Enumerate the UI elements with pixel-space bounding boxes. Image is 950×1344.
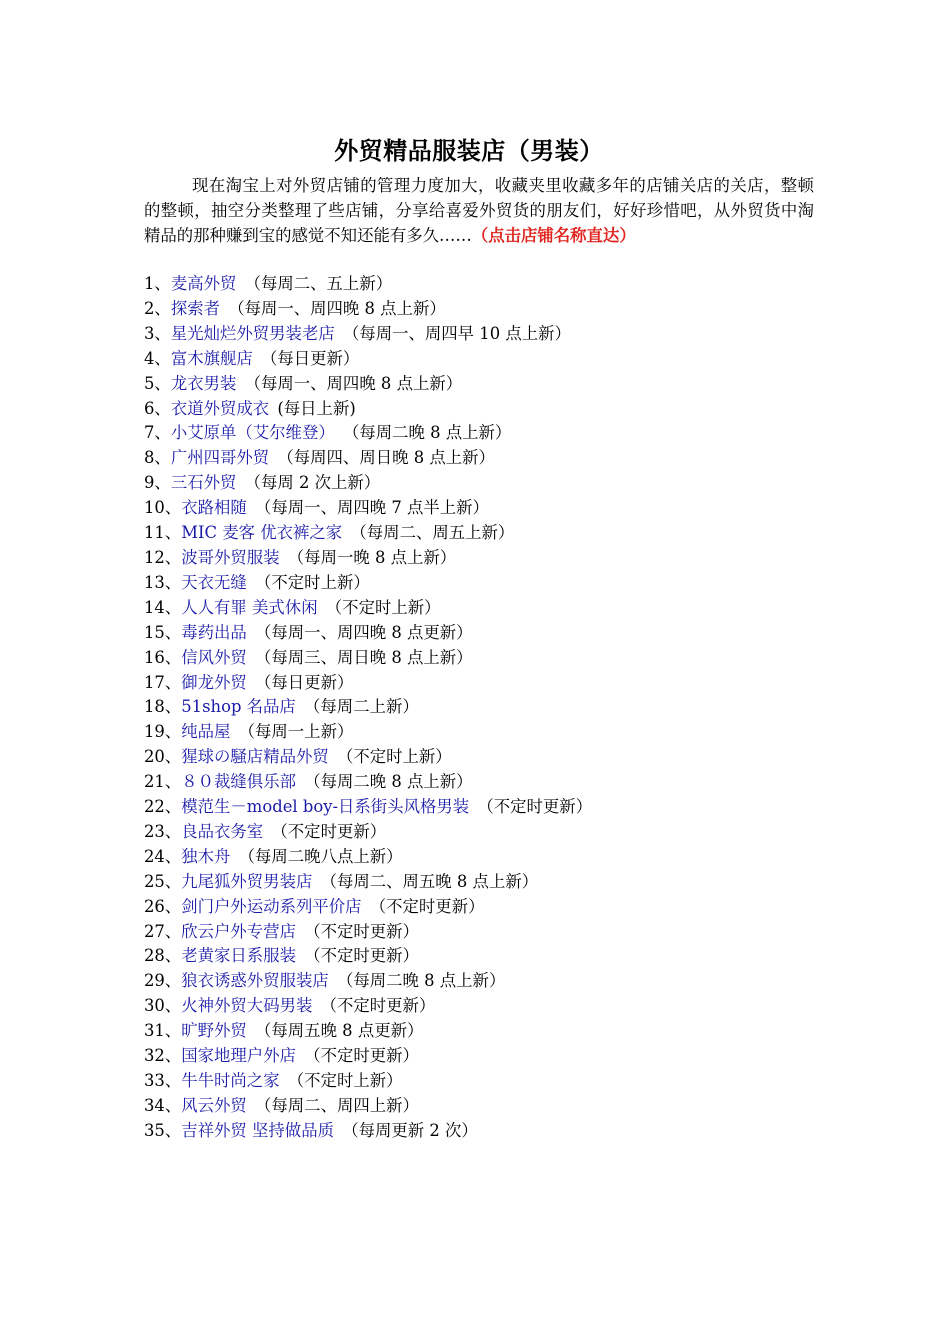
store-link[interactable]: 欣云户外专营店 <box>181 921 296 941</box>
store-number: 15、 <box>144 622 182 642</box>
list-item <box>144 870 814 895</box>
store-update-note: （不定时更新） <box>369 896 485 916</box>
store-number: 35、 <box>144 1120 182 1140</box>
store-update-note: （每周二晚 8 点上新） <box>304 772 473 792</box>
list-item <box>144 421 814 446</box>
list-item <box>144 446 814 471</box>
store-update-note: （不定时更新） <box>304 946 419 966</box>
store-update-note: （每周一、周四晚 8 点更新） <box>255 622 473 642</box>
store-number: 11、 <box>144 523 182 543</box>
store-update-note: （每日更新） <box>260 348 360 368</box>
store-link[interactable]: 旷野外贸 <box>181 1021 247 1041</box>
store-number: 6、 <box>144 398 171 418</box>
list-item <box>144 920 814 945</box>
list-item <box>144 596 814 621</box>
store-update-note: (每日上新) <box>277 398 356 418</box>
store-link[interactable]: 纯品屋 <box>181 722 231 742</box>
store-update-note: （不定时更新） <box>477 797 593 817</box>
list-item <box>144 969 814 994</box>
store-link[interactable]: 狼衣诱惑外贸服装店 <box>181 971 329 991</box>
store-link[interactable]: 独木舟 <box>181 846 231 866</box>
store-number: 22、 <box>144 797 182 817</box>
list-item <box>144 496 814 521</box>
store-number: 29、 <box>144 971 182 991</box>
document-page <box>144 131 814 1144</box>
list-item <box>144 347 814 372</box>
store-update-note: （不定时上新） <box>325 597 441 617</box>
store-link[interactable]: 波哥外贸服装 <box>181 547 280 567</box>
store-number: 30、 <box>144 996 182 1016</box>
store-number: 9、 <box>144 473 171 493</box>
store-number: 31、 <box>144 1021 182 1041</box>
store-number: 32、 <box>144 1046 182 1066</box>
list-item <box>144 1019 814 1044</box>
list-item <box>144 1119 814 1144</box>
list-item <box>144 471 814 496</box>
store-link[interactable]: 衣路相随 <box>181 498 247 518</box>
store-number: 27、 <box>144 921 182 941</box>
store-update-note: （不定时上新） <box>336 747 452 767</box>
store-link[interactable]: 天衣无缝 <box>181 572 247 592</box>
store-link[interactable]: 御龙外贸 <box>181 672 247 692</box>
store-link[interactable]: 三石外贸 <box>170 473 237 493</box>
store-update-note: （每周二晚 8 点上新） <box>336 971 506 991</box>
store-link[interactable]: 龙衣男装 <box>170 373 237 393</box>
store-link[interactable]: 老黄家日系服装 <box>181 946 296 966</box>
store-number: 12、 <box>144 547 182 567</box>
list-item <box>144 571 814 596</box>
store-update-note: （不定时更新） <box>304 921 419 941</box>
store-update-note: （每周一晚 8 点上新） <box>287 547 457 567</box>
store-update-note: （不定时更新） <box>304 1046 419 1066</box>
list-item <box>144 272 814 297</box>
store-link[interactable]: 探索者 <box>170 298 220 318</box>
store-link[interactable]: 麦高外贸 <box>170 274 237 293</box>
store-number: 2、 <box>144 298 171 318</box>
store-link[interactable]: 火神外贸大码男装 <box>181 996 313 1016</box>
list-item <box>144 795 814 820</box>
store-update-note: （每周二上新） <box>304 697 419 717</box>
list-item <box>144 397 814 422</box>
list-item <box>144 994 814 1019</box>
store-number: 24、 <box>144 846 182 866</box>
store-number: 14、 <box>144 597 182 617</box>
store-number: 25、 <box>144 871 182 891</box>
store-link[interactable]: 剑门户外运动系列平价店 <box>181 896 362 916</box>
store-update-note: （每周二晚 8 点上新） <box>342 423 512 443</box>
store-update-note: （每周二、周五晚 8 点上新） <box>320 871 539 891</box>
store-link[interactable]: 模范生－model boy-日系街头风格男装 <box>181 797 470 817</box>
store-update-note: （每周一、周四晚 7 点半上新） <box>255 498 489 518</box>
store-number: 33、 <box>144 1071 182 1090</box>
list-item <box>144 671 814 696</box>
store-update-note: （不定时更新） <box>320 996 436 1016</box>
store-number: 23、 <box>144 821 182 841</box>
store-link[interactable]: 衣道外贸成衣 <box>170 398 270 418</box>
list-item <box>144 646 814 671</box>
list-item <box>144 944 814 969</box>
store-update-note: （每周一、周四早 10 点上新） <box>342 323 571 343</box>
store-number: 4、 <box>144 348 171 368</box>
store-link[interactable]: 富木旗舰店 <box>170 348 253 368</box>
list-item <box>144 720 814 745</box>
store-number: 17、 <box>144 672 182 692</box>
store-number: 21、 <box>144 772 182 792</box>
list-item <box>144 770 814 795</box>
list-item <box>144 621 814 646</box>
store-link[interactable]: 吉祥外贸 坚持做品质 <box>181 1120 334 1140</box>
store-update-note: （每周一、周四晚 8 点上新） <box>244 373 463 393</box>
store-list <box>144 272 814 1144</box>
store-update-note: （每周一上新） <box>238 722 354 742</box>
store-update-note: （每周五晚 8 点更新） <box>255 1021 424 1041</box>
list-item <box>144 322 814 347</box>
store-link[interactable]: 51shop 名品店 <box>181 697 296 717</box>
intro-text: 现在淘宝上对外贸店铺的管理力度加大，收藏夹里收藏多年的店铺关店的关店，整顿的整顿，抽空分类整理了些店铺，分享给喜爱外贸货的朋友们，好好珍惜吧，从外贸货中淘精品的那种赚到宝的感觉不知还能有多久…… <box>144 176 814 245</box>
store-update-note: （每周更新 2 次） <box>342 1120 478 1140</box>
store-link[interactable]: 九尾狐外贸男装店 <box>181 871 313 891</box>
intro-paragraph <box>144 173 814 248</box>
list-item <box>144 745 814 770</box>
store-link[interactable]: 猩球の騒店精品外贸 <box>181 747 329 767</box>
store-update-note: （每周二、周四上新） <box>255 1095 419 1115</box>
store-update-note: （每周一、周四晚 8 点上新） <box>228 298 446 318</box>
store-update-note: （每周三、周日晚 8 点上新） <box>255 647 473 667</box>
store-number: 3、 <box>144 323 171 343</box>
store-link[interactable]: 小艾原单（艾尔维登） <box>170 423 335 443</box>
store-update-note: （不定时更新） <box>271 821 387 841</box>
store-number: 10、 <box>144 498 182 518</box>
store-link[interactable]: 星光灿烂外贸男装老店 <box>170 323 335 343</box>
store-number: 34、 <box>144 1095 182 1115</box>
list-item <box>144 845 814 870</box>
page-title: 外贸精品服装店（男装） <box>334 137 604 165</box>
store-link[interactable]: 广州四哥外贸 <box>170 448 270 468</box>
store-link[interactable]: 国家地理户外店 <box>181 1046 296 1066</box>
store-update-note: （不定时上新） <box>255 572 370 592</box>
store-update-note: （每周二晚八点上新） <box>238 846 403 866</box>
store-link[interactable]: 良品衣务室 <box>181 821 264 841</box>
list-item <box>144 372 814 397</box>
store-link[interactable]: 信风外贸 <box>181 647 247 667</box>
store-link[interactable]: ８０裁缝俱乐部 <box>181 772 296 792</box>
store-number: 16、 <box>144 647 182 667</box>
list-item <box>144 546 814 571</box>
store-number: 19、 <box>144 722 182 742</box>
store-number: 1、 <box>144 274 171 293</box>
list-item <box>144 1044 814 1069</box>
list-item <box>144 297 814 322</box>
list-item <box>144 695 814 720</box>
list-item <box>144 521 814 546</box>
store-update-note: （每周 2 次上新） <box>244 473 381 493</box>
list-item <box>144 895 814 920</box>
store-update-note: （每周二、五上新） <box>244 274 393 293</box>
store-link[interactable]: 人人有罪 美式休闲 <box>181 597 318 617</box>
store-link[interactable]: 牛牛时尚之家 <box>181 1071 280 1090</box>
store-number: 28、 <box>144 946 182 966</box>
list-item <box>144 1094 814 1119</box>
store-update-note: （不定时上新） <box>287 1071 403 1090</box>
store-update-note: （每周二、周五上新） <box>350 523 515 543</box>
store-number: 13、 <box>144 572 182 592</box>
store-link[interactable]: 毒药出品 <box>181 622 247 642</box>
intro-cta: （点击店铺名称直达） <box>471 226 636 245</box>
store-number: 5、 <box>144 373 171 393</box>
store-number: 7、 <box>144 423 171 443</box>
store-number: 8、 <box>144 448 171 468</box>
store-link[interactable]: MIC 麦客 优衣裤之家 <box>181 523 343 543</box>
list-item <box>144 820 814 845</box>
store-number: 18、 <box>144 697 182 717</box>
store-link[interactable]: 风云外贸 <box>181 1095 247 1115</box>
store-update-note: （每周四、周日晚 8 点上新） <box>277 448 495 468</box>
store-number: 20、 <box>144 747 182 767</box>
store-update-note: （每日更新） <box>255 672 354 692</box>
store-number: 26、 <box>144 896 182 916</box>
list-item <box>144 1069 814 1094</box>
